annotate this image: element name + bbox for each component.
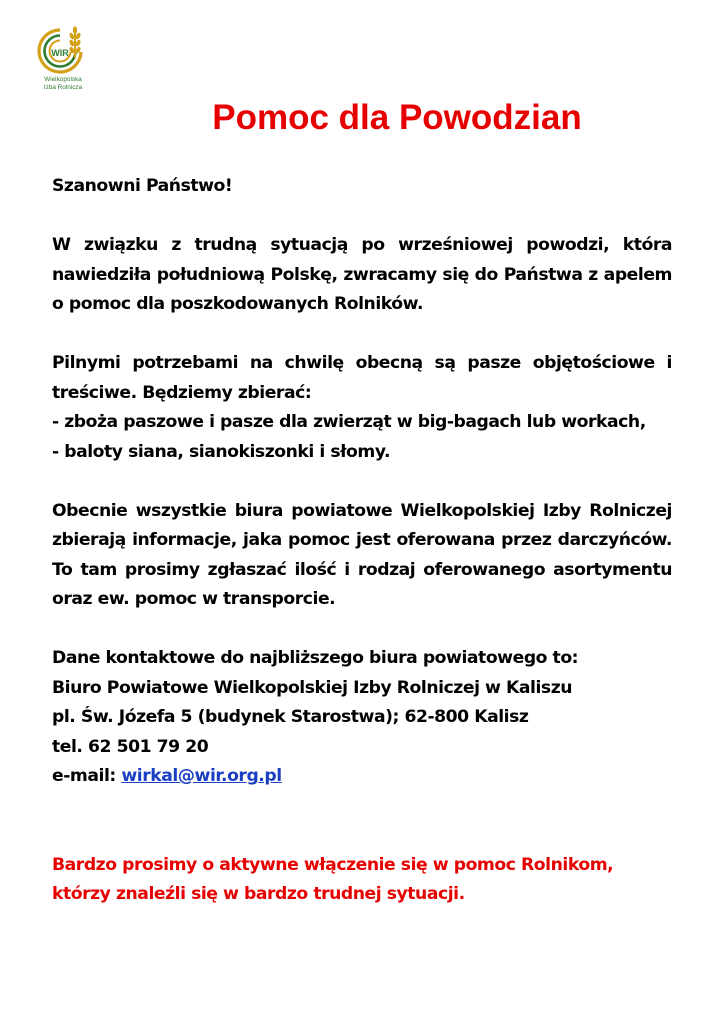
contact-email-line [52,762,672,792]
offices-paragraph: Obecnie wszystkie biura powiatowe Wielkopolskiej Izby Rolniczej zbierają informacje, jaka pomoc jest oferowana przez darczyńców. To tam prosimy zgłaszać ilość i rodzaj oferowanego asortymentu oraz ew. pomoc w transporcie. [52,500,672,609]
wir-logo [30,24,96,94]
contact-address: pl. Św. Józefa 5 (budynek Starostwa); 62-800 Kalisz [52,707,529,727]
needs-item-bales: - baloty siana, sianokiszonki i słomy. [52,441,391,462]
logo-mark: WIR [51,48,69,58]
contact-office: Biuro Powiatowe Wielkopolskiej Izby Rolniczej w Kaliszu [52,677,573,698]
contact-block [52,644,672,792]
letter-body [52,172,672,939]
greeting: Szanowni Państwo! [52,176,233,196]
needs-paragraph [52,349,672,467]
needs-lead: Pilnymi potrzebami na chwilę obecną są pasze objętościowe i treściwe. Będziemy zbierać: [52,353,672,403]
contact-phone: tel. 62 501 79 20 [52,736,209,757]
email-label: e-mail: [52,766,122,786]
page-title: Pomoc dla Powodzian [212,98,582,137]
logo-line-1: Wielkopolska [44,76,82,83]
needs-item-feed: - zboża paszowe i pasze dla zwierząt w big-bagach lub workach, [52,412,646,432]
logo-line-2: Izba Rolnicza [43,83,83,91]
logo-caption [30,76,96,91]
contact-intro: Dane kontaktowe do najbliższego biura powiatowego to: [52,648,579,668]
email-link[interactable]: wirkal@wir.org.pl [121,766,282,786]
intro-paragraph: W związku z trudną sytuacją po wrześniowej powodzi, która nawiedziła południową Polskę, zwracamy się do Państwa z apelem o pomoc dla poszkodowanych Rolników. [52,235,672,314]
wir-logo-icon [34,24,92,76]
closing-appeal: Bardzo prosimy o aktywne włączenie się w pomoc Rolnikom, którzy znaleźli się w bardzo trudnej sytuacji. [52,854,614,904]
